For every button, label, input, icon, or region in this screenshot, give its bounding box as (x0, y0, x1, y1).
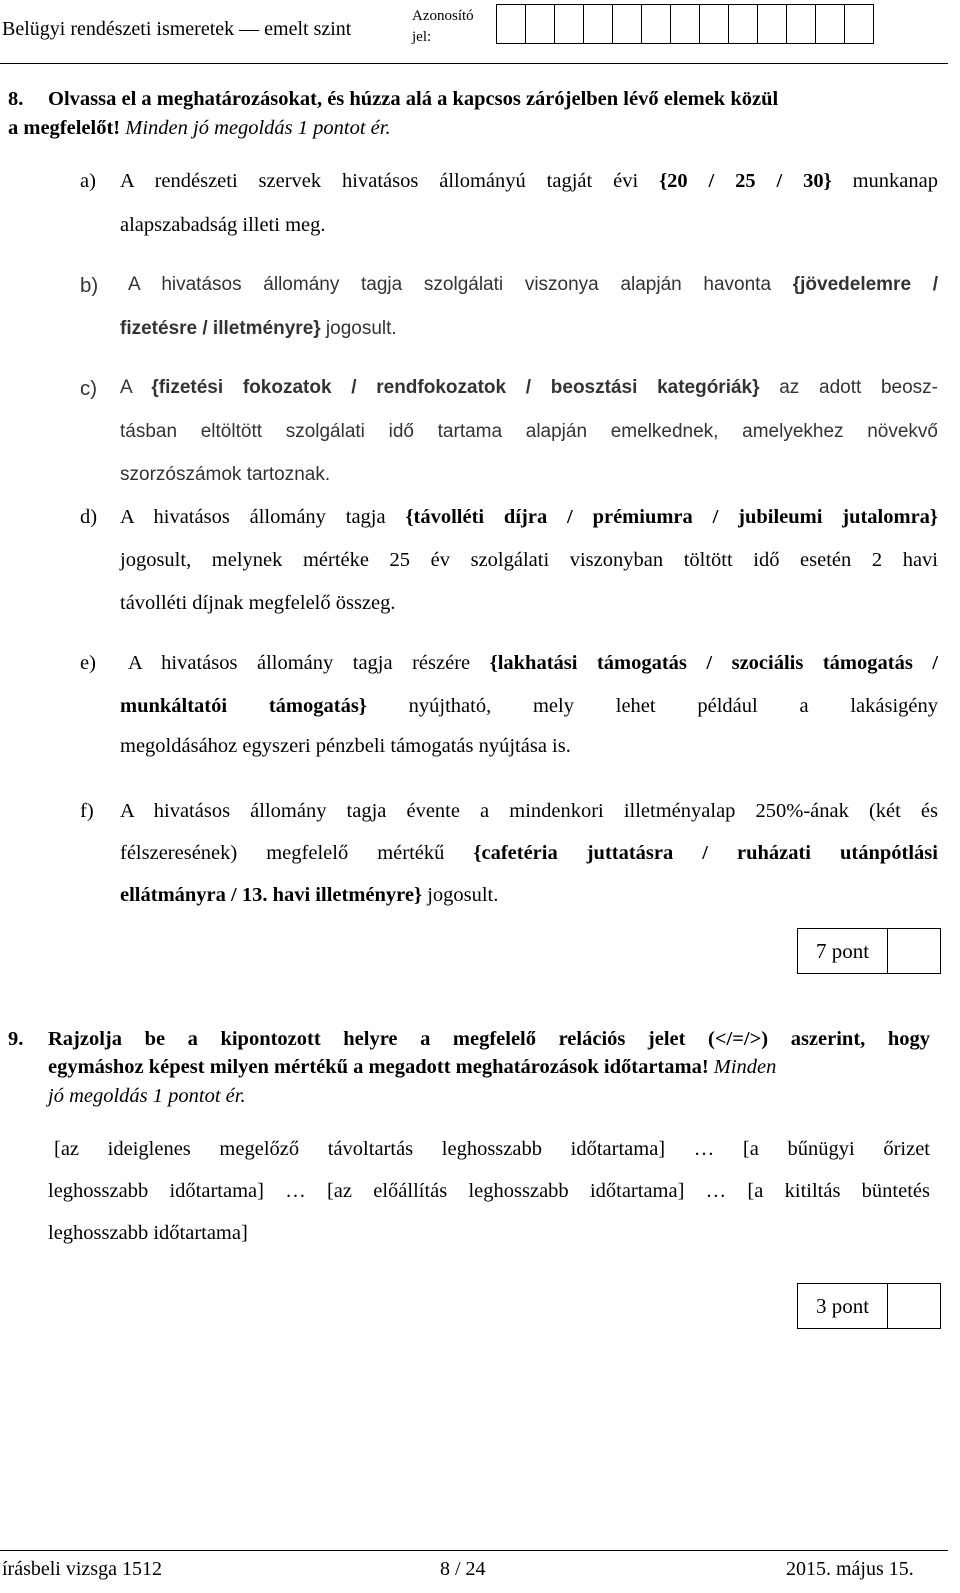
item-a-options[interactable]: {20 / 25 / 30} (659, 170, 832, 192)
item-b-line2 (120, 318, 397, 340)
q8-points-label: 7 pont (798, 929, 888, 973)
item-c-label: c) (80, 377, 98, 400)
id-label-line2: jel: (412, 29, 432, 45)
footer-rule (0, 1550, 948, 1551)
item-c-options[interactable]: {fizetési fokozatok / rendfokozatok / beosztási kategóriák} (151, 377, 760, 398)
q9-text-line3: leghosszabb időtartama] (48, 1222, 248, 1244)
item-a-line2: alapszabadság illeti meg. (120, 214, 326, 236)
q9-instruction-line2 (48, 1056, 776, 1079)
item-d-line1 (120, 506, 938, 529)
item-f-line2 (120, 842, 938, 865)
footer-page: 8 / 24 (440, 1558, 486, 1580)
item-f-line1: A hivatásos állomány tagja évente a mindenkori illetményalap 250%-ának (két és (120, 800, 938, 822)
item-d-label: d) (80, 506, 98, 528)
item-c-text-end: az adott beosz- (759, 377, 938, 398)
item-e-options[interactable]: {lakhatási támogatás / szociális támogatás / (489, 652, 938, 674)
id-box[interactable] (526, 4, 555, 44)
id-label-line1: Azonosító (412, 8, 474, 24)
q8-points-box (797, 928, 941, 974)
id-box[interactable] (729, 4, 758, 44)
id-boxes (496, 4, 874, 44)
q9-points-label: 3 pont (798, 1284, 888, 1328)
q9-points-box (797, 1283, 941, 1329)
id-box[interactable] (642, 4, 671, 44)
q8-instruction-line1: Olvassa el a meghatározásokat, és húzza alá a kapcsos zárójelben lévő elemek közül (48, 88, 779, 110)
item-c-text: A (120, 377, 152, 398)
item-b-text: A hivatásos állomány tagja szolgálati viszonya alapján havonta (128, 274, 793, 295)
q9-instruction-bold: egymáshoz képest milyen mértékű a megadott meghatározások időtartama! (48, 1056, 709, 1078)
q8-instruction-bold: a megfelelőt! (8, 117, 121, 139)
id-box[interactable] (671, 4, 700, 44)
id-box[interactable] (787, 4, 816, 44)
id-box[interactable] (845, 4, 874, 44)
q9-instruction-line1: Rajzolja be a kipontozott helyre a megfelelő relációs jelet (</=/>) aszerint, hogy (48, 1028, 930, 1050)
id-box[interactable] (758, 4, 787, 44)
item-b-options[interactable]: {jövedelemre / (792, 274, 938, 295)
id-box[interactable] (555, 4, 584, 44)
item-d-text: A hivatásos állomány tagja (120, 506, 406, 528)
item-e-line1 (128, 652, 938, 675)
item-c-line1 (120, 377, 938, 399)
item-e-line2 (120, 695, 938, 718)
footer-exam: írásbeli vizsga 1512 (2, 1558, 162, 1580)
item-d-line2: jogosult, melynek mértéke 25 év szolgálati viszonyban töltött idő esetén 2 havi (120, 549, 938, 571)
item-f-label: f) (80, 800, 94, 822)
id-box[interactable] (613, 4, 642, 44)
item-a-text: A rendészeti szervek hivatásos állományú tagját évi (120, 170, 660, 192)
id-label (412, 6, 474, 48)
header-rule (0, 63, 948, 64)
item-a-line1 (120, 170, 938, 193)
item-f-options[interactable]: {cafetéria juttatásra / ruházati utánpótlási (473, 842, 938, 864)
q9-text-line1: [az ideiglenes megelőző távoltartás leghosszabb időtartama] … [a bűnügyi őrizet (54, 1138, 930, 1160)
q9-number: 9. (8, 1028, 24, 1050)
item-f-line3 (120, 884, 498, 907)
q8-instruction-italic: Minden jó megoldás 1 pontot ér. (120, 117, 391, 139)
item-c-line3: szorzószámok tartoznak. (120, 464, 331, 485)
item-a-label: a) (80, 170, 96, 192)
item-b-label: b) (80, 274, 99, 297)
item-d-options[interactable]: {távolléti díjra / prémiumra / jubileumi jutalomra} (405, 506, 939, 528)
item-f-options-cont[interactable]: ellátmányra / 13. havi illetményre} (120, 884, 423, 906)
item-f-text: félszeresének) megfelelő mértékű (120, 842, 474, 864)
item-b-line1 (128, 274, 938, 296)
item-a-text-end: munkanap (831, 170, 938, 192)
item-b-options-cont[interactable]: fizetésre / illetményre} (120, 318, 321, 339)
item-c-line2: tásban eltöltött szolgálati idő tartama alapján emelkednek, amelyekhez növekvő (120, 421, 938, 442)
footer-date: 2015. május 15. (786, 1558, 914, 1580)
item-d-line3: távolléti díjnak megfelelő összeg. (120, 592, 396, 614)
item-f-text-end: jogosult. (422, 884, 499, 906)
q9-instruction-line3: jó megoldás 1 pontot ér. (48, 1085, 246, 1107)
q8-instruction-line2 (8, 117, 391, 140)
item-e-text-end: nyújtható, mely lehet például a lakásigény (366, 695, 938, 717)
header-title: Belügyi rendészeti ismeretek — emelt szint (2, 18, 352, 40)
q9-score-field[interactable] (888, 1284, 940, 1328)
id-box[interactable] (497, 4, 526, 44)
q9-text-line2: leghosszabb időtartama] … [az előállítás leghosszabb időtartama] … [a kitiltás büntetés (48, 1180, 930, 1202)
item-e-text: A hivatásos állomány tagja részére (128, 652, 490, 674)
item-e-options-cont[interactable]: munkáltatói támogatás} (120, 695, 367, 717)
id-box[interactable] (584, 4, 613, 44)
q8-score-field[interactable] (888, 929, 940, 973)
item-b-text-end: jogosult. (320, 318, 397, 339)
id-box[interactable] (816, 4, 845, 44)
q8-number: 8. (8, 88, 24, 110)
item-e-label: e) (80, 652, 96, 674)
q9-instruction-italic: Minden (708, 1056, 777, 1078)
item-e-line3: megoldásához egyszeri pénzbeli támogatás nyújtása is. (120, 735, 571, 757)
id-box[interactable] (700, 4, 729, 44)
